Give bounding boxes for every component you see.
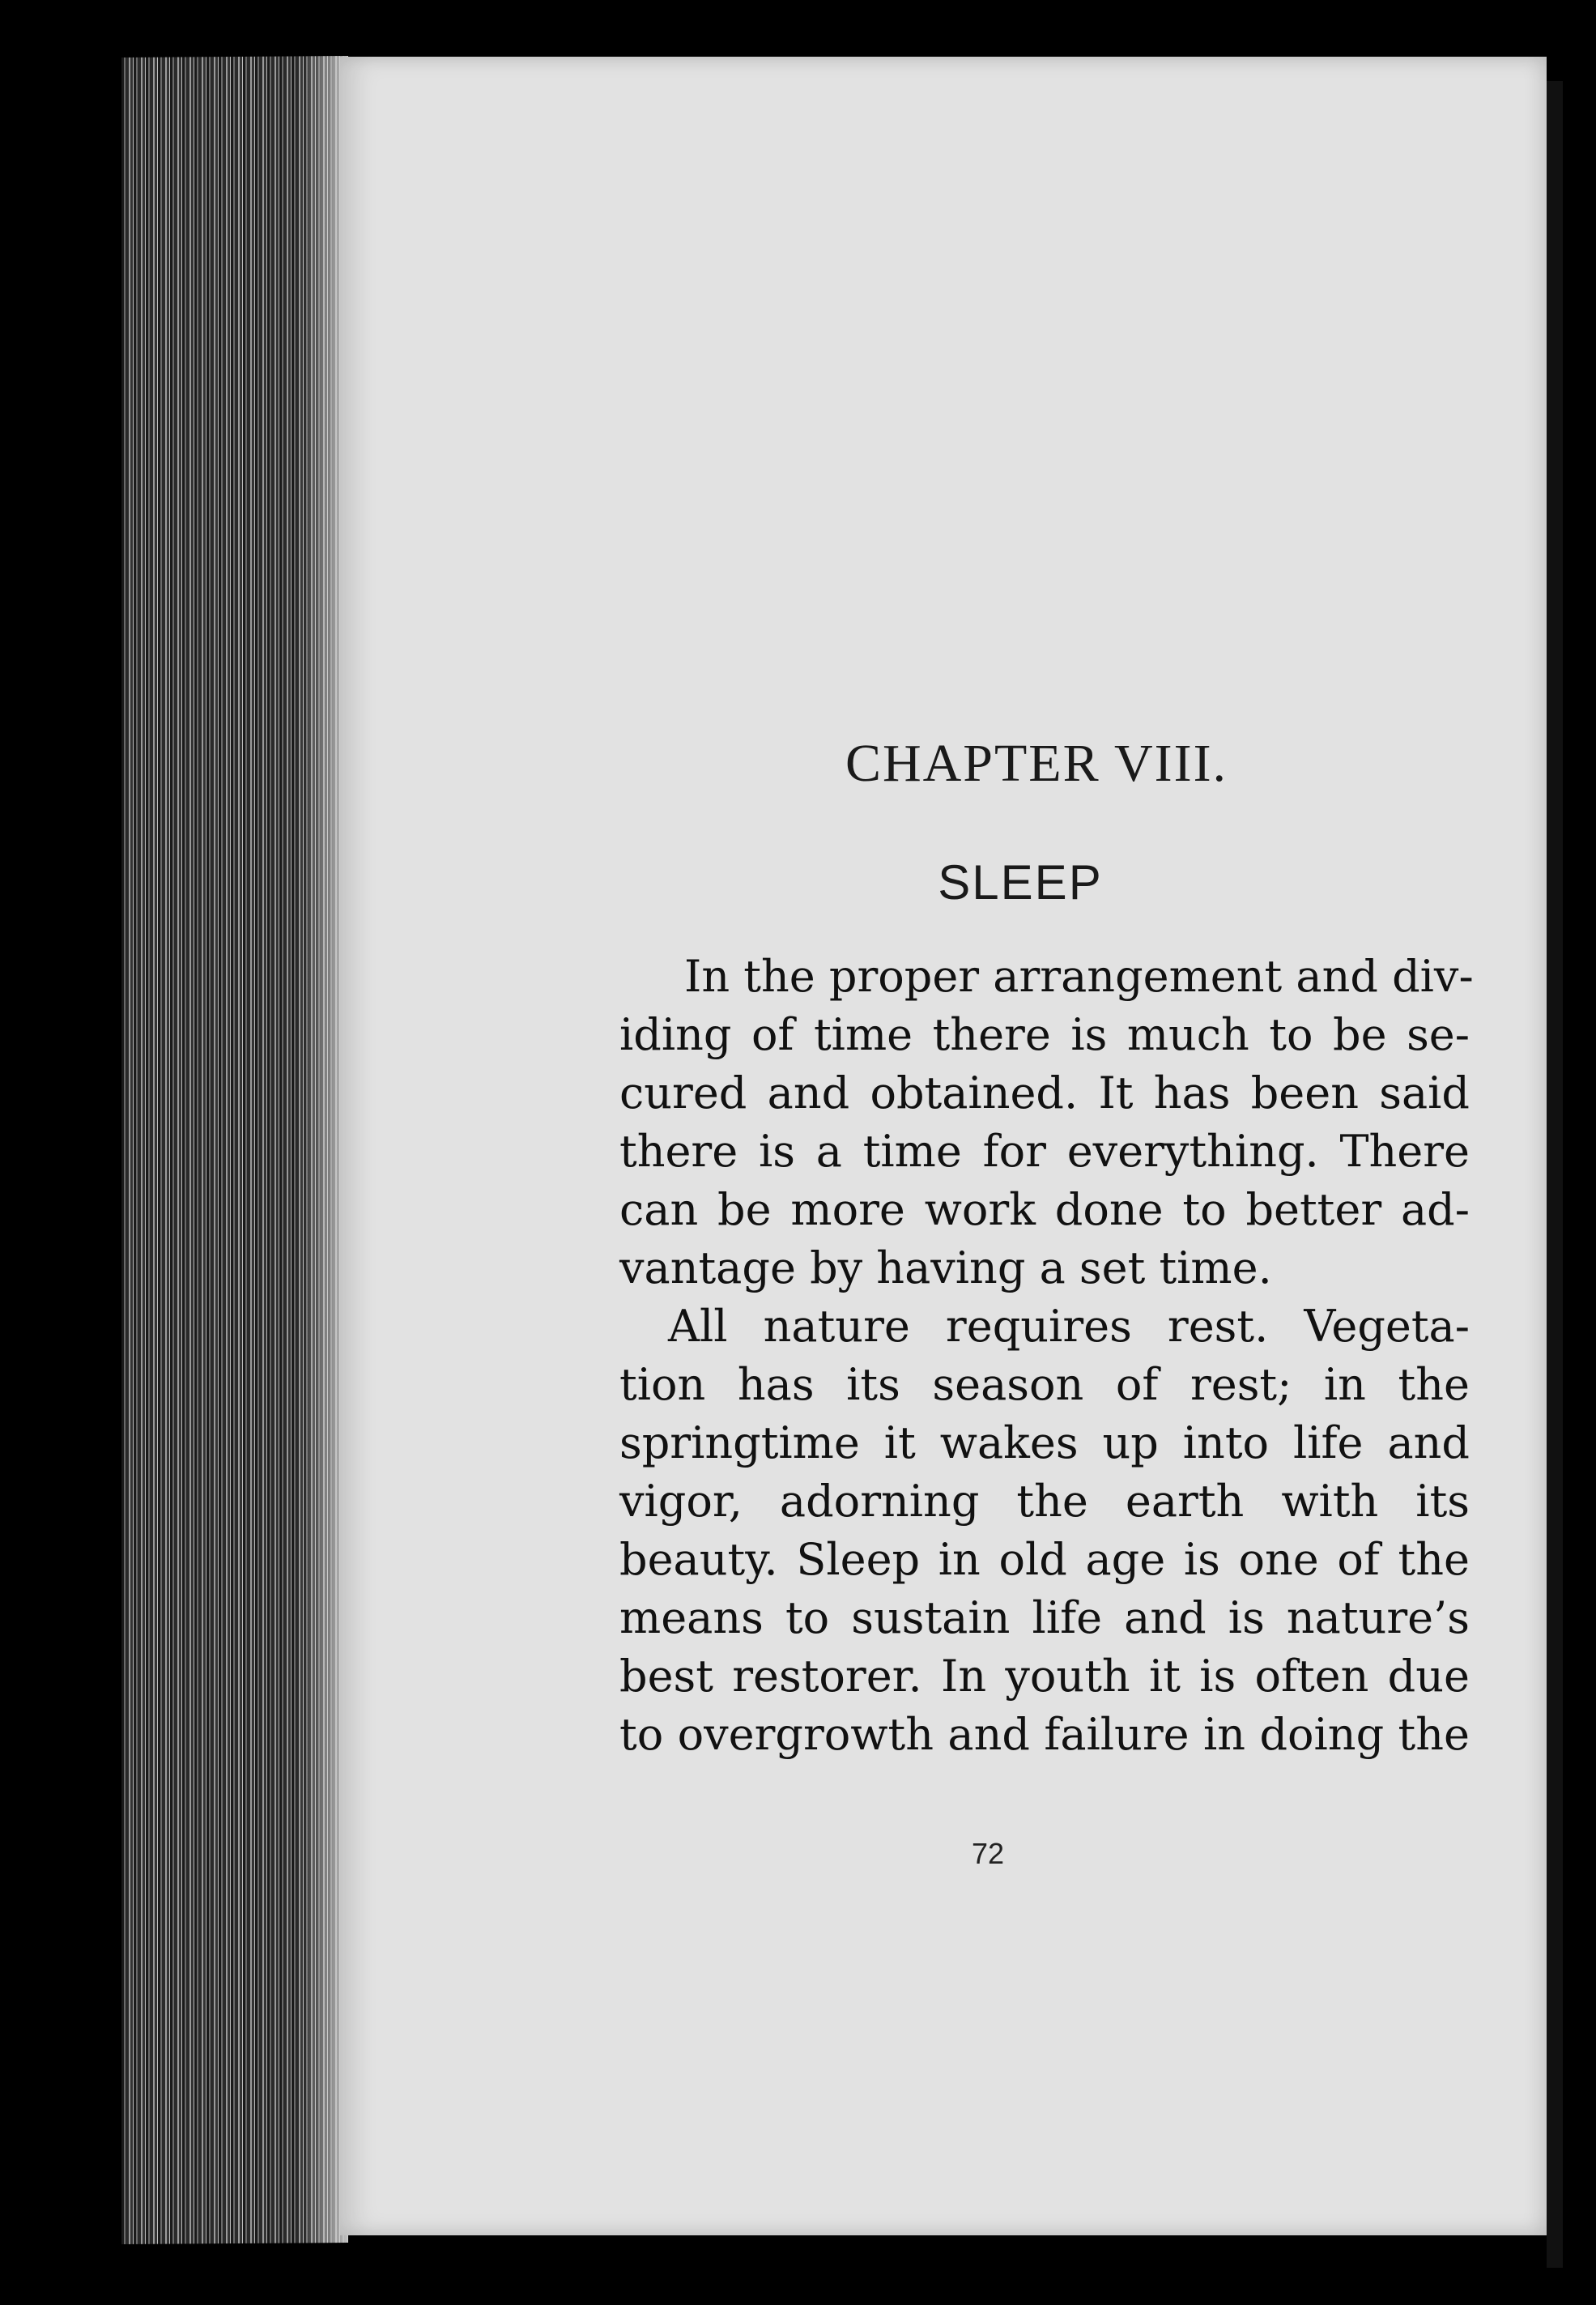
text-line: best restorer. In youth it is often due: [619, 1651, 1470, 1702]
paragraph-2: [555, 1297, 1470, 1764]
text-line: In the proper arrangement and div-: [684, 951, 1474, 1002]
chapter-heading: CHAPTER VIII.: [845, 734, 1228, 793]
text-line: can be more work done to better ad-: [619, 1184, 1470, 1235]
text-line: cured and obtained. It has been said: [619, 1067, 1470, 1118]
text-line: iding of time there is much to be se-: [619, 1009, 1470, 1060]
text-line: vigor, adorning the earth with its: [619, 1476, 1470, 1527]
text-line: there is a time for everything. There: [619, 1126, 1470, 1177]
text-line: means to sustain life and is nature’s: [619, 1592, 1470, 1643]
chapter-title: SLEEP: [938, 855, 1103, 910]
page-number: 72: [971, 1837, 1005, 1870]
page-edges: [121, 56, 348, 2244]
text-line: All nature requires rest. Vegeta-: [668, 1301, 1470, 1352]
text-line: tion has its season of rest; in the: [619, 1359, 1470, 1410]
body-text: [555, 948, 1474, 1764]
text-line: springtime it wakes up into life and: [619, 1417, 1470, 1468]
paragraph-1: [555, 948, 1474, 1297]
text-line: to overgrowth and failure in doing the: [619, 1709, 1470, 1760]
scan-border: [1547, 81, 1563, 2268]
text-line: beauty. Sleep in old age is one of the: [619, 1534, 1470, 1585]
text-line: vantage by having a set time.: [619, 1242, 1272, 1293]
